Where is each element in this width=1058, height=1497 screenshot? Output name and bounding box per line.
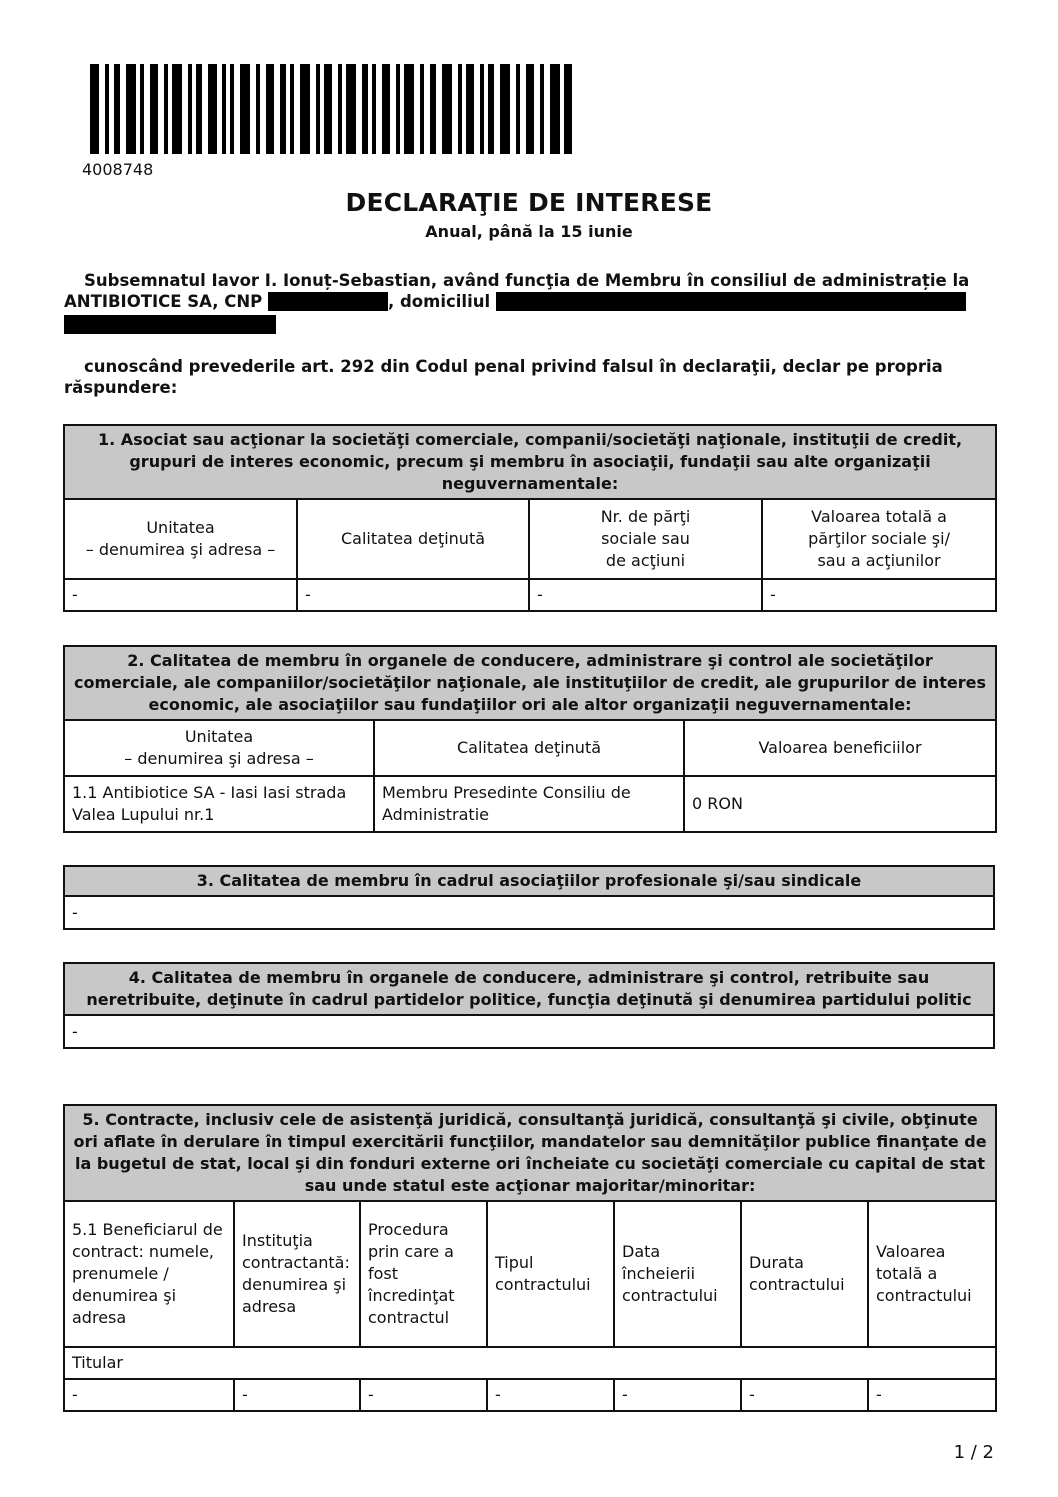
table-cell: - (64, 1379, 234, 1411)
section-2-table (63, 645, 997, 833)
column-header-institution: Instituţia contractantă: denumirea şi adresa (234, 1201, 360, 1347)
column-header-position: Calitatea deţinută (374, 720, 684, 776)
column-header-shares: Nr. de părţi sociale sau de acţiuni (529, 499, 762, 579)
table-cell: - (741, 1379, 868, 1411)
redacted-address-line (64, 314, 984, 335)
column-header-contract-date: Data încheierii contractului (614, 1201, 741, 1347)
table-cell: - (234, 1379, 360, 1411)
section-2-heading: 2. Calitatea de membru în organele de conducere, administrare şi control ale societăţilor comerciale, ale companiilor/societăţilor naţionale, ale instituţiilor de credit, ale grupurilor de interes economic, ale asociaţiilor sau fundaţiilor ori ale altor organizaţii neguvernamentale: (64, 646, 996, 720)
intro-statement: cunoscând prevederile art. 292 din Codul penal privind falsul în declaraţii, declar pe propria răspundere: (64, 357, 943, 397)
redacted-address-continued (64, 315, 276, 334)
column-header-total-value: Valoarea totală a părţilor sociale şi/ sau a acţiunilor (762, 499, 996, 579)
group-label-titular: Titular (64, 1347, 996, 1379)
table-cell: Membru Presedinte Consiliu de Administratie (374, 776, 684, 832)
table-cell: - (64, 1015, 994, 1048)
section-5-heading: 5. Contracte, inclusiv cele de asistenţă juridică, consultanţă juridică, consultanţă şi civile, obţinute ori aflate în derulare în timpul exercitării funcţiilor, mandatelor sau demnităţilor publice finanţate de la bugetul de stat, local şi din fonduri externe ori încheiate cu societăţi comerciale cu capital de stat sau unde statul este acţionar majoritar/minoritar: (64, 1105, 996, 1201)
column-header-unit: Unitatea – denumirea şi adresa – (64, 499, 297, 579)
section-4-table (63, 962, 995, 1049)
column-header-beneficiary: 5.1 Beneficiarul de contract: numele, prenumele / denumirea şi adresa (64, 1201, 234, 1347)
barcode-number: 4008748 (82, 160, 154, 179)
section-4-heading: 4. Calitatea de membru în organele de conducere, administrare şi control, retribuite sau neretribuite, deţinute în cadrul partidelor politice, funcţia deţinută şi denumirea partidului politic (64, 963, 994, 1015)
page-number: 1 / 2 (953, 1442, 994, 1463)
column-header-position: Calitatea deţinută (297, 499, 529, 579)
table-row (64, 1379, 996, 1411)
document-subtitle: Anual, până la 15 iunie (425, 222, 633, 241)
declaration-intro (64, 270, 984, 398)
intro-identity-text: Subsemnatul Iavor I. Ionuț-Sebastian, având funcţia de Membru în consiliul de administrație la ANTIBIOTICE SA, CNP (64, 271, 970, 311)
table-cell: - (297, 579, 529, 611)
intro-domicile-label: , domiciliul (387, 292, 491, 311)
table-cell: 1.1 Antibiotice SA - Iasi Iasi strada Valea Lupului nr.1 (64, 776, 374, 832)
table-cell: - (64, 579, 297, 611)
section-3-table (63, 865, 995, 930)
column-header-contract-type: Tipul contractului (487, 1201, 614, 1347)
intro-paragraph (64, 270, 984, 312)
column-header-benefits: Valoarea beneficiilor (684, 720, 996, 776)
table-cell: - (614, 1379, 741, 1411)
table-cell: - (762, 579, 996, 611)
column-header-contract-duration: Durata contractului (741, 1201, 868, 1347)
table-cell: - (868, 1379, 996, 1411)
section-5-table (63, 1104, 997, 1412)
document-title: DECLARAŢIE DE INTERESE (345, 188, 713, 217)
redacted-cnp (268, 292, 388, 311)
column-header-procedure: Procedura prin care a fost încredinţat contractul (360, 1201, 487, 1347)
table-cell: - (64, 896, 994, 929)
table-cell: - (487, 1379, 614, 1411)
table-row (64, 776, 996, 832)
section-3-heading: 3. Calitatea de membru în cadrul asociaţiilor profesionale şi/sau sindicale (64, 866, 994, 896)
table-row (64, 579, 996, 611)
column-header-contract-value: Valoarea totală a contractului (868, 1201, 996, 1347)
table-cell: - (360, 1379, 487, 1411)
section-1-heading: 1. Asociat sau acţionar la societăţi comerciale, companii/societăţi naţionale, instituţii de credit, grupuri de interes economic, precum şi membru în asociaţii, fundaţii sau alte organizaţii neguvernamentale: (64, 425, 996, 499)
redacted-address (496, 292, 966, 311)
barcode-graphic (90, 64, 572, 154)
table-cell: - (529, 579, 762, 611)
table-cell: 0 RON (684, 776, 996, 832)
section-1-table (63, 424, 997, 612)
column-header-unit: Unitatea – denumirea şi adresa – (64, 720, 374, 776)
